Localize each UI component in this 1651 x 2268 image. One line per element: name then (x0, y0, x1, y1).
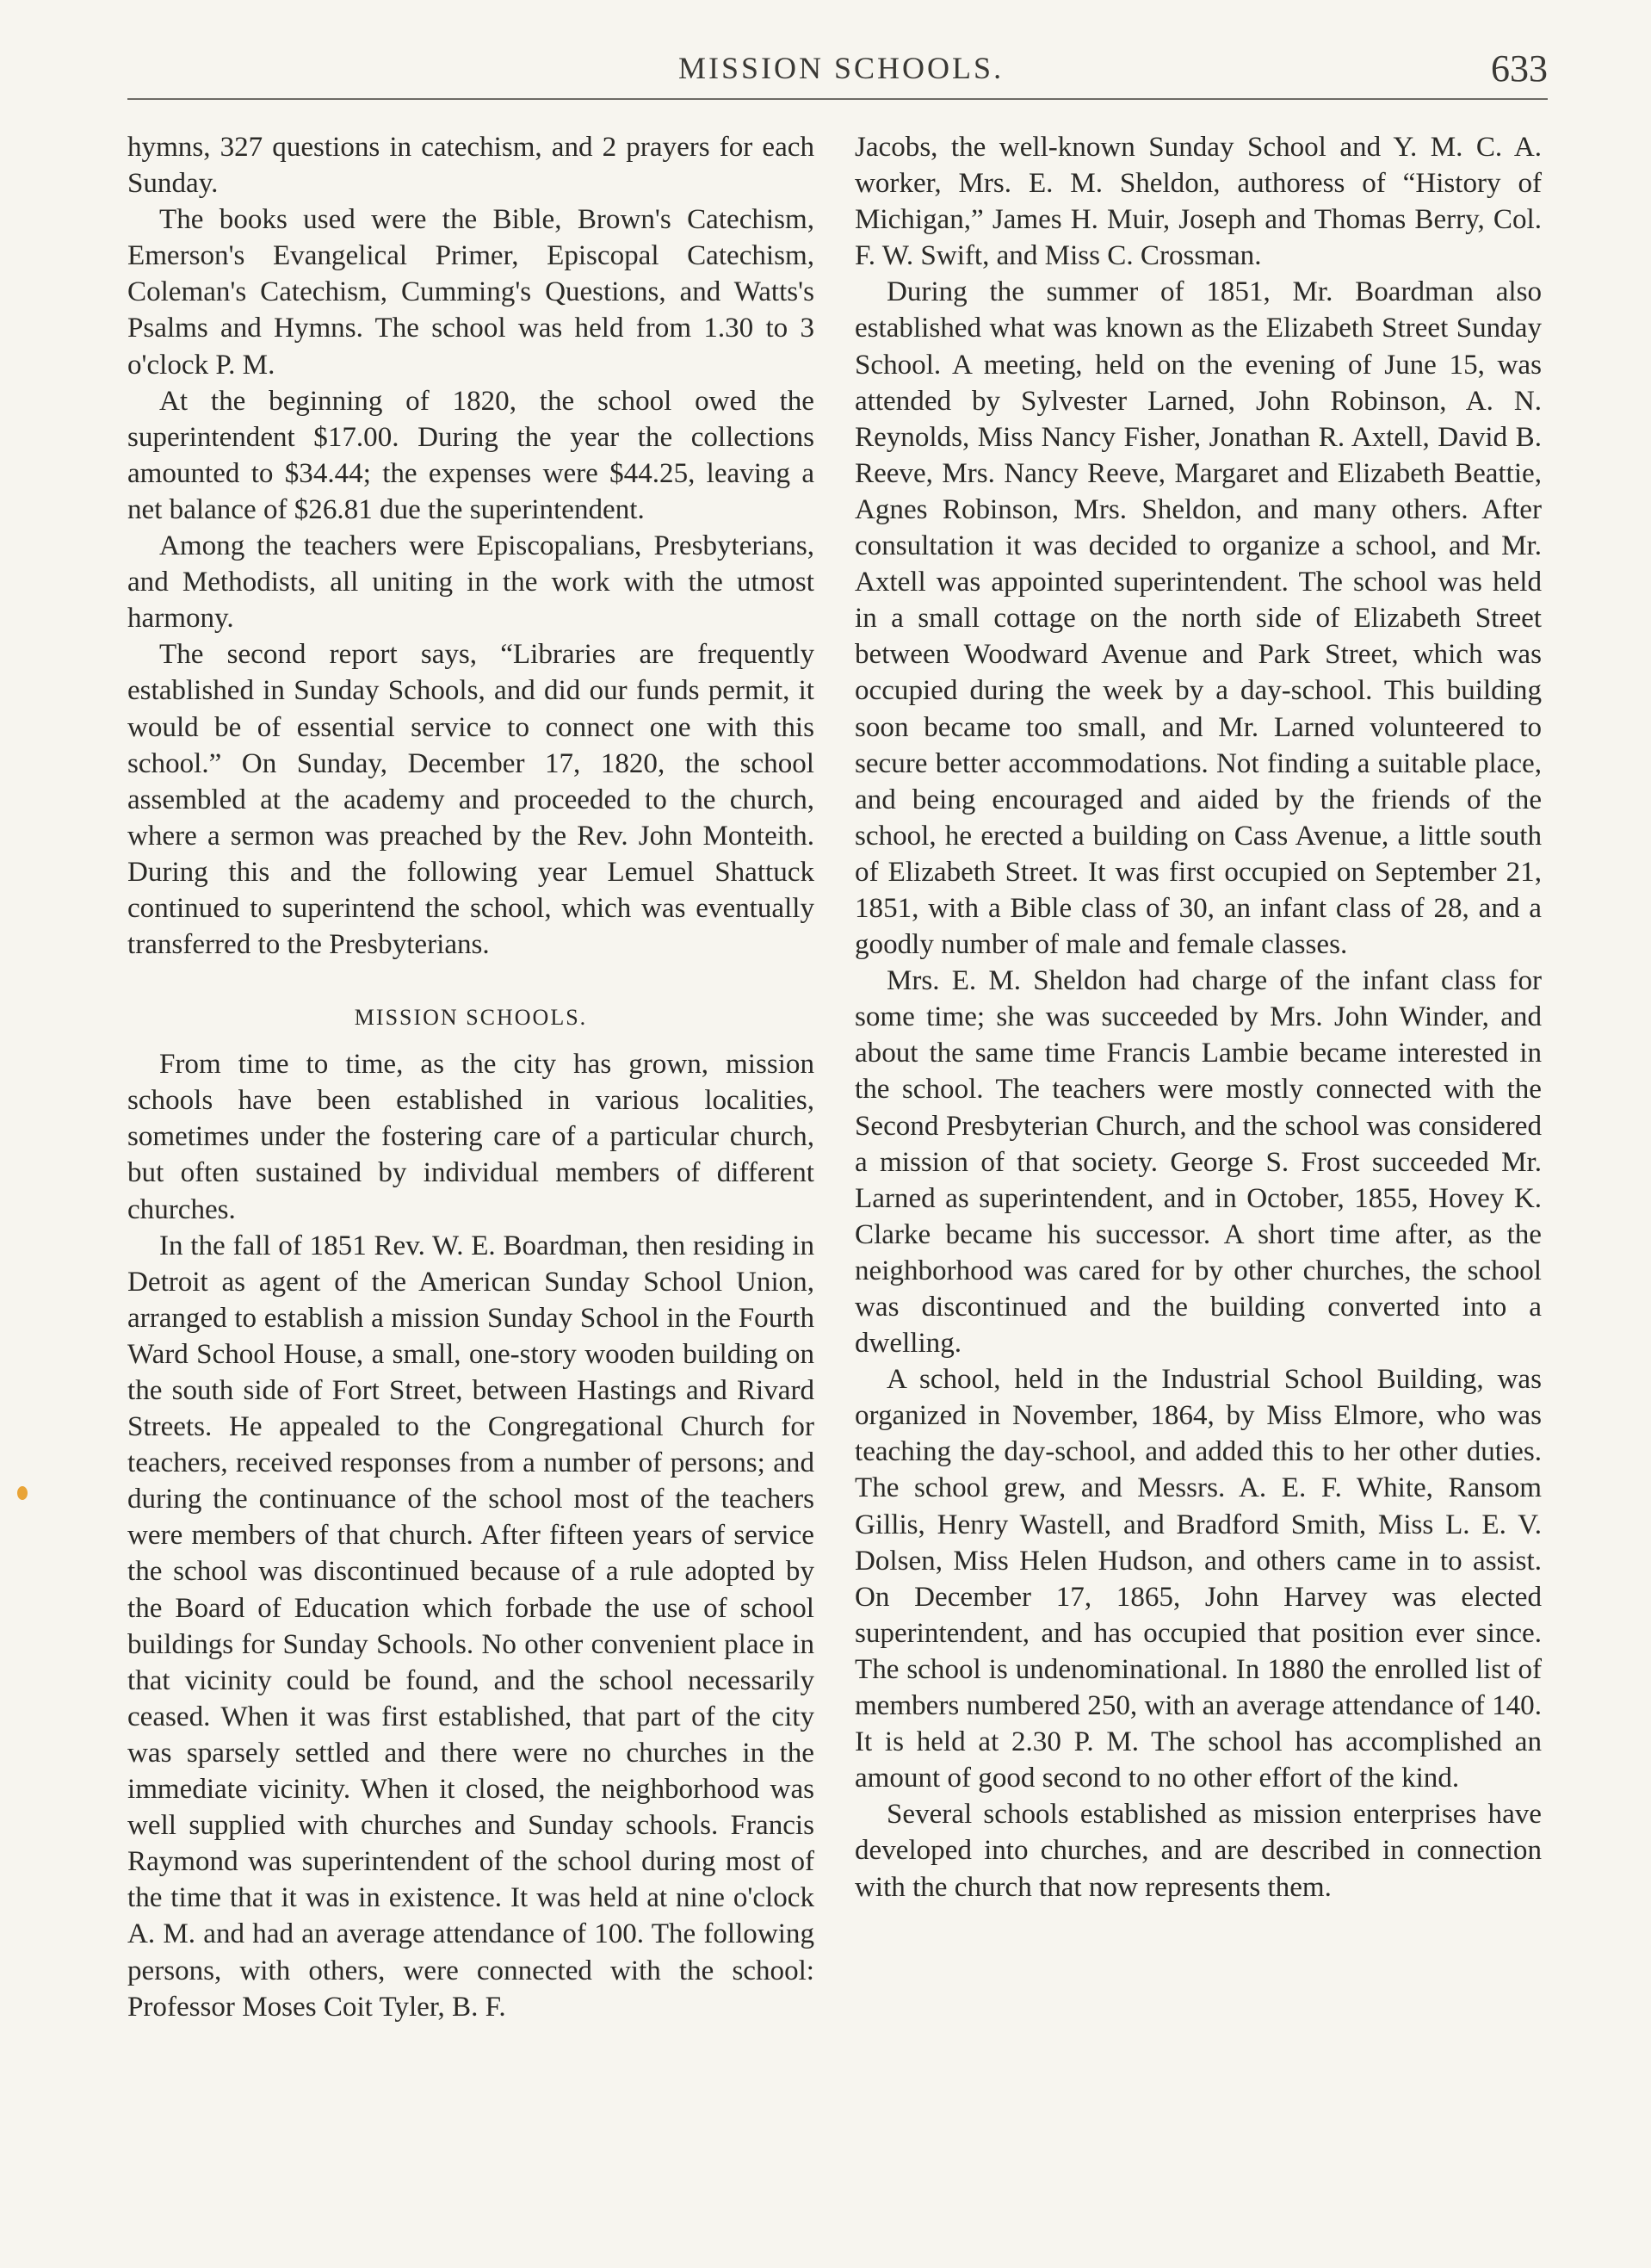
right-column (855, 129, 1542, 1905)
running-head: MISSION SCHOOLS. (678, 51, 1005, 85)
page-header (127, 41, 1548, 110)
paragraph: Mrs. E. M. Sheldon had charge of the infant class for some time; she was succeeded by Mrs. John Winder, and about the same time Francis Lambie became interested in the school. The teachers were mostly connected with the Second Presbyterian Church, and the school was considered a mission of that society. George S. Frost succeeded Mr. Larned as superintendent, and in October, 1855, Hovey K. Clarke became his successor. A short time after, as the neighborhood was cared for by other churches, the school was discontinued and the building converted into a dwelling. (855, 965, 1542, 1360)
header-rule (127, 98, 1548, 100)
paragraph: The books used were the Bible, Brown's Catechism, Emerson's Evangelical Primer, Episcopal Catechism, Coleman's Catechism, Cumming's Questions, and Watts's Psalms and Hymns. The school was held from 1.30 to 3 o'clock P. M. (127, 204, 814, 381)
paragraph: From time to time, as the city has grown, mission schools have been established in various localities, sometimes under the fostering care of a particular church, but often sustained by individual members of different churches. (127, 1049, 814, 1225)
section-heading: MISSION SCHOOLS. (354, 1005, 588, 1031)
paragraph: In the fall of 1851 Rev. W. E. Boardman, then residing in Detroit as agent of the American Sunday School Union, arranged to establish a mission Sunday School in the Fourth Ward School House, a small, one-story wooden building on the south side of Fort Street, between Hastings and Rivard Streets. He appealed to the Congregational Church for teachers, received responses from a number of persons; and during the continuance of the school most of the teachers were members of that church. After fifteen years of service the school was discontinued because of a rule adopted by the Board of Education which forbade the use of school buildings for Sunday Schools. No other convenient place in that vicinity could be found, and the school necessarily ceased. When it was first established, that part of the city was sparsely settled and there were no churches in the immediate vicinity. When it closed, the neighborhood was well supplied with churches and Sunday schools. Francis Raymond was superintendent of the school during most of the time that it was in existence. It was held at nine o'clock A. M. and had an average attendance of 100. The following persons, with others, were connected with the school: Professor Moses Coit Tyler, B. F. (127, 1230, 814, 2023)
paragraph: The second report says, “Libraries are frequently established in Sunday Schools, and did our funds permit, it would be of essential service to connect one with this school.” On Sunday, December 17, 1820, the school assembled at the academy and proceeded to the church, where a sermon was preached by the Rev. John Monteith. During this and the following year Lemuel Shattuck continued to superintend the school, which was eventually transferred to the Presbyterians. (127, 639, 814, 961)
paragraph: At the beginning of 1820, the school owed the superintendent $17.00. During the year the collections amounted to $34.44; the expenses were $44.25, leaving a net balance of $26.81 due the superintendent. (127, 385, 814, 525)
paragraph: Jacobs, the well-known Sunday School and Y. M. C. A. worker, Mrs. E. M. Sheldon, authoress of “History of Michigan,” James H. Muir, Joseph and Thomas Berry, Col. F. W. Swift, and Miss C. Crossman. (855, 132, 1542, 272)
paragraph: Several schools established as mission enterprises have developed into churches, and are described in connection with the church that now represents them. (855, 1799, 1542, 1903)
paragraph: Among the teachers were Episcopalians, Presbyterians, and Methodists, all uniting in the work with the utmost harmony. (127, 530, 814, 635)
margin-ink-spot (17, 1486, 28, 1500)
paragraph: During the summer of 1851, Mr. Boardman also established what was known as the Elizabeth Street Sunday School. A meeting, held on the evening of June 15, was attended by Sylvester Larned, John Robinson, A. N. Reynolds, Miss Nancy Fisher, Jonathan R. Axtell, David B. Reeve, Mrs. Nancy Reeve, Margaret and Elizabeth Beattie, Agnes Robinson, Mrs. Sheldon, and many others. After consultation it was decided to organize a school, and Mr. Axtell was appointed superintendent. The school was held in a small cottage on the north side of Elizabeth Street between Woodward Avenue and Park Street, which was occupied during the week by a day-school. This building soon became too small, and Mr. Larned volunteered to secure better accommodations. Not finding a suitable place, and being encouraged and aided by the friends of the school, he erected a building on Cass Avenue, a little south of Elizabeth Street. It was first occupied on September 21, 1851, with a Bible class of 30, an infant class of 28, and a goodly number of male and female classes. (855, 276, 1542, 961)
left-column (127, 129, 814, 2025)
paragraph: A school, held in the Industrial School Building, was organized in November, 1864, by Miss Elmore, who was teaching the day-school, and added this to her other duties. The school grew, and Messrs. A. E. F. White, Ransom Gillis, Henry Wastell, and Bradford Smith, Miss L. E. V. Dolsen, Miss Helen Hudson, and others came in to assist. On December 17, 1865, John Harvey was elected superintendent, and has occupied that position ever since. The school is undenominational. In 1880 the enrolled list of members numbered 250, with an average attendance of 140. It is held at 2.30 P. M. The school has accomplished an amount of good second to no other effort of the kind. (855, 1364, 1542, 1794)
page-number: 633 (1491, 47, 1548, 90)
paragraph: hymns, 327 questions in catechism, and 2 prayers for each Sunday. (127, 132, 814, 200)
